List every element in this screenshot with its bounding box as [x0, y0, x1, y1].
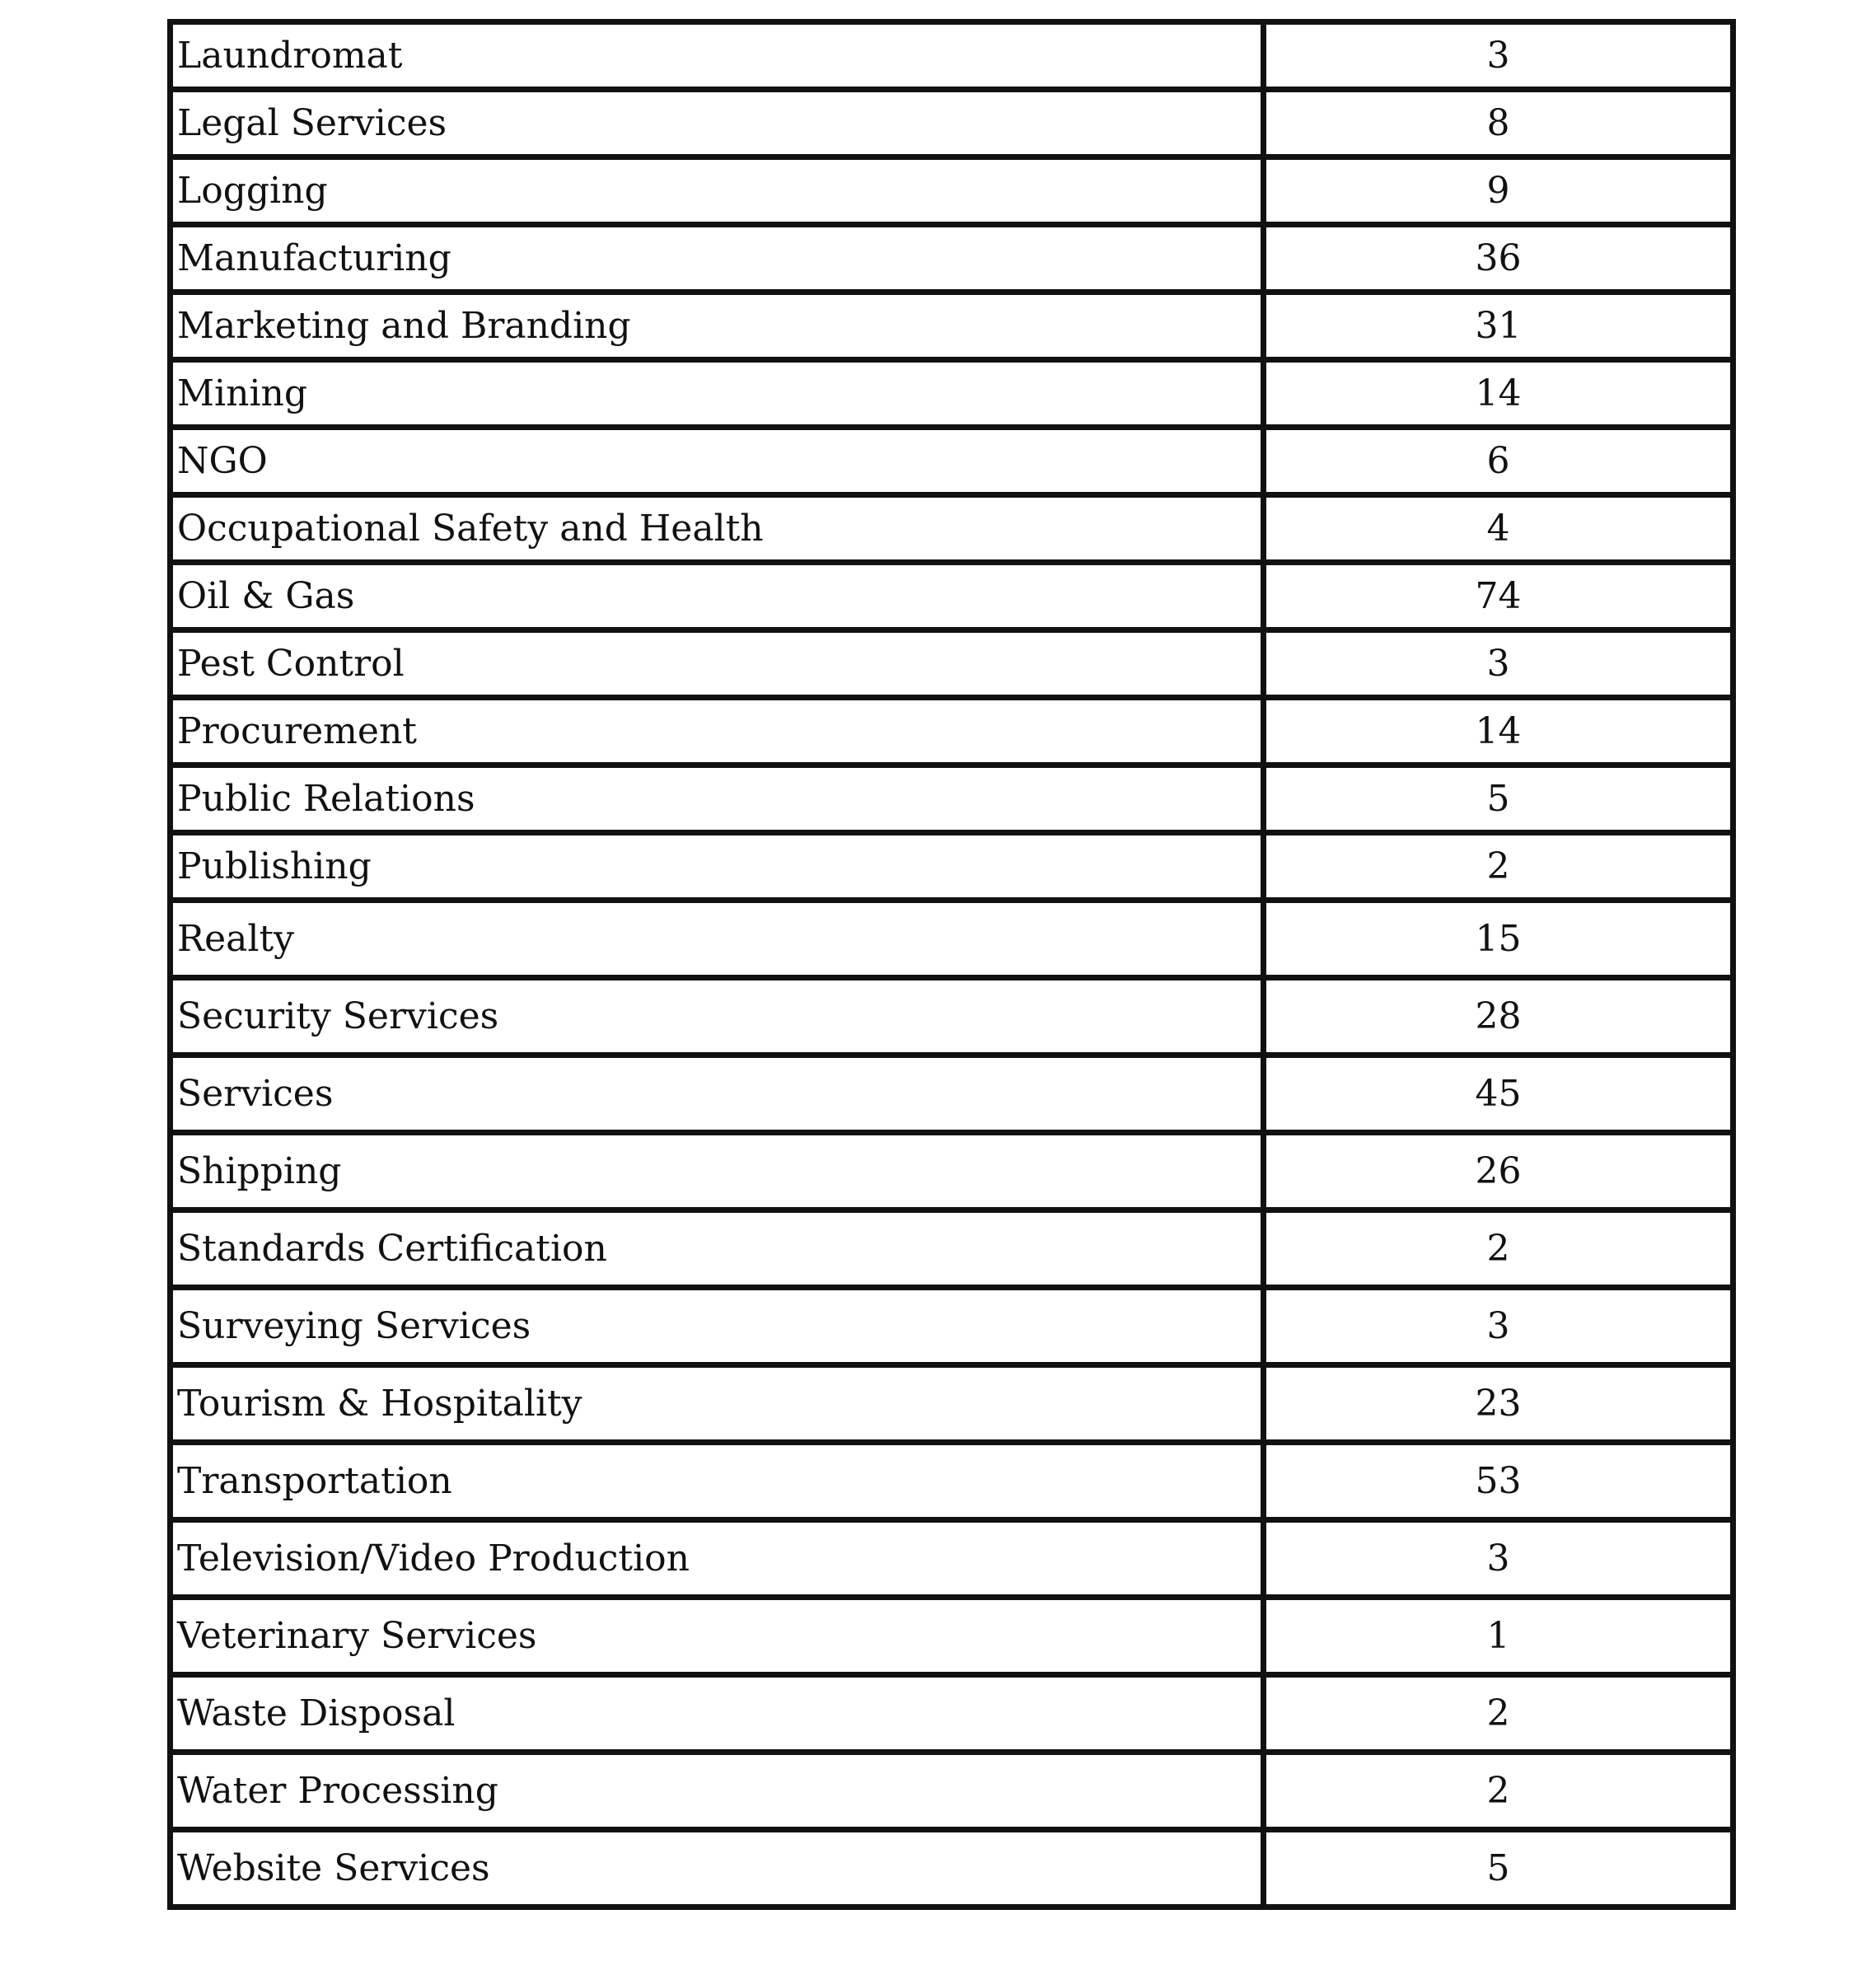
industry-count-cell: 14 [1264, 360, 1733, 428]
industry-name-cell: Legal Services [171, 90, 1264, 157]
industry-count-cell: 53 [1264, 1443, 1733, 1520]
table-row [171, 563, 1733, 630]
table-row [171, 1830, 1733, 1907]
table-row [171, 1443, 1733, 1520]
table-row [171, 1520, 1733, 1598]
table-row [171, 1598, 1733, 1675]
industry-count-cell: 2 [1264, 1675, 1733, 1753]
table-row [171, 225, 1733, 293]
industry-name-cell: Pest Control [171, 630, 1264, 698]
industry-name-cell: Services [171, 1055, 1264, 1133]
document-page [167, 19, 1730, 1910]
industry-name-cell: Occupational Safety and Health [171, 495, 1264, 563]
industry-count-cell: 3 [1264, 1520, 1733, 1598]
table-row [171, 698, 1733, 765]
industry-count-cell: 74 [1264, 563, 1733, 630]
industry-count-cell: 2 [1264, 1210, 1733, 1288]
table-row [171, 495, 1733, 563]
industry-name-cell: Laundromat [171, 22, 1264, 90]
table-row [171, 1133, 1733, 1210]
table-row [171, 833, 1733, 901]
table-row [171, 630, 1733, 698]
industry-name-cell: Standards Certification [171, 1210, 1264, 1288]
industry-name-cell: Water Processing [171, 1753, 1264, 1830]
industry-name-cell: Oil & Gas [171, 563, 1264, 630]
table-row [171, 1753, 1733, 1830]
industry-name-cell: Shipping [171, 1133, 1264, 1210]
industry-name-cell: Realty [171, 901, 1264, 978]
table-row [171, 1210, 1733, 1288]
industry-name-cell: Marketing and Branding [171, 293, 1264, 360]
table-row [171, 765, 1733, 833]
industry-count-cell: 9 [1264, 157, 1733, 225]
industry-name-cell: Television/Video Production [171, 1520, 1264, 1598]
industry-name-cell: Transportation [171, 1443, 1264, 1520]
industry-count-cell: 3 [1264, 1288, 1733, 1365]
table-row [171, 157, 1733, 225]
industry-count-cell: 15 [1264, 901, 1733, 978]
industry-name-cell: Security Services [171, 978, 1264, 1055]
industry-count-cell: 3 [1264, 22, 1733, 90]
industry-count-cell: 5 [1264, 1830, 1733, 1907]
table-row [171, 22, 1733, 90]
industry-count-table [167, 19, 1736, 1910]
industry-count-cell: 1 [1264, 1598, 1733, 1675]
table-row [171, 1675, 1733, 1753]
industry-count-cell: 6 [1264, 428, 1733, 495]
industry-count-cell: 2 [1264, 1753, 1733, 1830]
industry-count-cell: 23 [1264, 1365, 1733, 1443]
industry-count-cell: 36 [1264, 225, 1733, 293]
table-row [171, 1365, 1733, 1443]
table-row [171, 90, 1733, 157]
industry-count-cell: 3 [1264, 630, 1733, 698]
industry-name-cell: Procurement [171, 698, 1264, 765]
industry-count-cell: 4 [1264, 495, 1733, 563]
industry-name-cell: NGO [171, 428, 1264, 495]
industry-name-cell: Manufacturing [171, 225, 1264, 293]
table-row [171, 1288, 1733, 1365]
table-row [171, 428, 1733, 495]
table-row [171, 293, 1733, 360]
industry-name-cell: Publishing [171, 833, 1264, 901]
table-row [171, 360, 1733, 428]
industry-count-cell: 31 [1264, 293, 1733, 360]
table-row [171, 978, 1733, 1055]
industry-count-cell: 8 [1264, 90, 1733, 157]
industry-name-cell: Mining [171, 360, 1264, 428]
industry-count-cell: 5 [1264, 765, 1733, 833]
industry-count-cell: 26 [1264, 1133, 1733, 1210]
industry-name-cell: Waste Disposal [171, 1675, 1264, 1753]
industry-count-cell: 45 [1264, 1055, 1733, 1133]
industry-name-cell: Tourism & Hospitality [171, 1365, 1264, 1443]
industry-count-cell: 28 [1264, 978, 1733, 1055]
industry-count-cell: 2 [1264, 833, 1733, 901]
industry-name-cell: Logging [171, 157, 1264, 225]
industry-name-cell: Veterinary Services [171, 1598, 1264, 1675]
table-row [171, 901, 1733, 978]
industry-name-cell: Public Relations [171, 765, 1264, 833]
table-row [171, 1055, 1733, 1133]
industry-name-cell: Website Services [171, 1830, 1264, 1907]
industry-count-cell: 14 [1264, 698, 1733, 765]
industry-name-cell: Surveying Services [171, 1288, 1264, 1365]
